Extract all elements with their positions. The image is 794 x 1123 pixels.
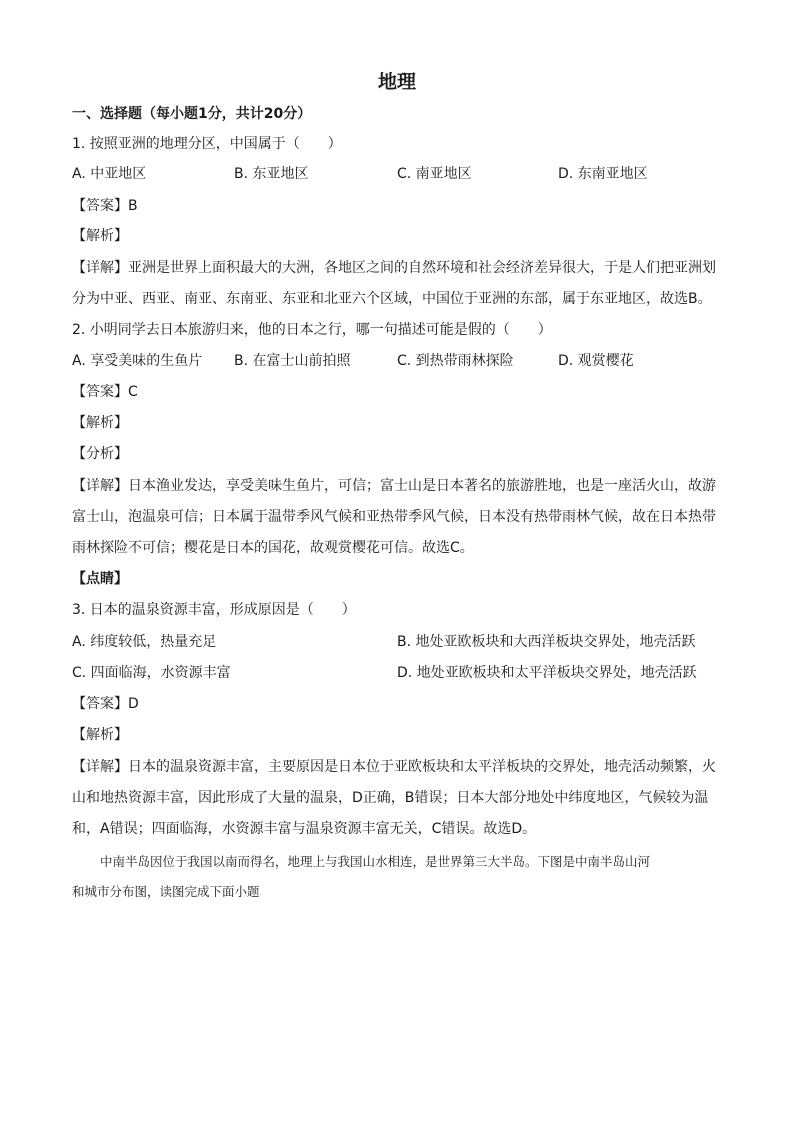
- q1-option-a: A. 中亚地区: [72, 166, 147, 182]
- q1-option-b: B. 东亚地区: [234, 166, 309, 182]
- q2-detail-line: 富士山，泡温泉可信；日本属于温带季风气候和亚热带季风气候，日本没有热带雨林气候，故在日本热带: [72, 509, 716, 525]
- q3-answer: 【答案】D: [72, 696, 139, 712]
- q2-analysis: 【解析】: [72, 415, 128, 431]
- q2-option-a: A. 享受美味的生鱼片: [72, 353, 203, 369]
- q3-analysis: 【解析】: [72, 727, 128, 743]
- q1-analysis: 【解析】: [72, 228, 128, 244]
- q2-detail-line: 【详解】日本渔业发达，享受美味生鱼片，可信；富士山是日本著名的旅游胜地，也是一座活火山，故游: [72, 478, 716, 494]
- q2-option-d: D. 观赏樱花: [558, 353, 634, 369]
- section-header: 一、选择题（每小题1分，共计20分）: [72, 106, 312, 122]
- q2-dianjing: 【点睛】: [72, 571, 128, 587]
- question-3-stem: 3. 日本的温泉资源丰富，形成原因是（ ）: [72, 602, 356, 618]
- question-2-stem: 2. 小明同学去日本旅游归来，他的日本之行，哪一句描述可能是假的（ ）: [72, 322, 552, 338]
- q2-fenxi: 【分析】: [72, 446, 128, 462]
- question-1-stem: 1. 按照亚洲的地理分区，中国属于（ ）: [72, 136, 342, 152]
- q1-detail-line: 【详解】亚洲是世界上面积最大的大洲，各地区之间的自然环境和社会经济差异很大，于是人们把亚洲划: [72, 260, 716, 276]
- q2-option-b: B. 在富士山前拍照: [234, 353, 351, 369]
- q1-option-d: D. 东南亚地区: [558, 166, 648, 182]
- intro-paragraph-line: 和城市分布图，读图完成下面小题: [72, 884, 260, 899]
- page-title: 地理: [377, 71, 416, 93]
- q3-option-d: D. 地处亚欧板块和太平洋板块交界处，地壳活跃: [397, 665, 697, 681]
- q3-detail-line: 和，A错误；四面临海，水资源丰富与温泉资源丰富无关，C错误。故选D。: [72, 821, 537, 837]
- q3-option-b: B. 地处亚欧板块和大西洋板块交界处，地壳活跃: [397, 634, 696, 650]
- q2-detail-line: 雨林探险不可信；樱花是日本的国花，故观赏樱花可信。故选C。: [72, 540, 474, 556]
- q1-option-c: C. 南亚地区: [397, 166, 472, 182]
- q3-detail-line: 【详解】日本的温泉资源丰富，主要原因是日本位于亚欧板块和太平洋板块的交界处，地壳活动频繁，火: [72, 759, 716, 775]
- q2-option-c: C. 到热带雨林探险: [397, 353, 514, 369]
- q1-detail-line: 分为中亚、西亚、南亚、东南亚、东亚和北亚六个区域，中国位于亚洲的东部，属于东亚地区，故选B。: [72, 291, 712, 307]
- q3-detail-line: 山和地热资源丰富，因此形成了大量的温泉，D正确，B错误；日本大部分地处中纬度地区，气候较为温: [72, 790, 709, 806]
- intro-paragraph-line: 中南半岛因位于我国以南而得名，地理上与我国山水相连，是世界第三大半岛。下图是中南半岛山河: [100, 854, 651, 869]
- q1-answer: 【答案】B: [72, 198, 138, 214]
- q3-option-c: C. 四面临海，水资源丰富: [72, 665, 231, 681]
- q2-answer: 【答案】C: [72, 384, 138, 400]
- q3-option-a: A. 纬度较低，热量充足: [72, 634, 217, 650]
